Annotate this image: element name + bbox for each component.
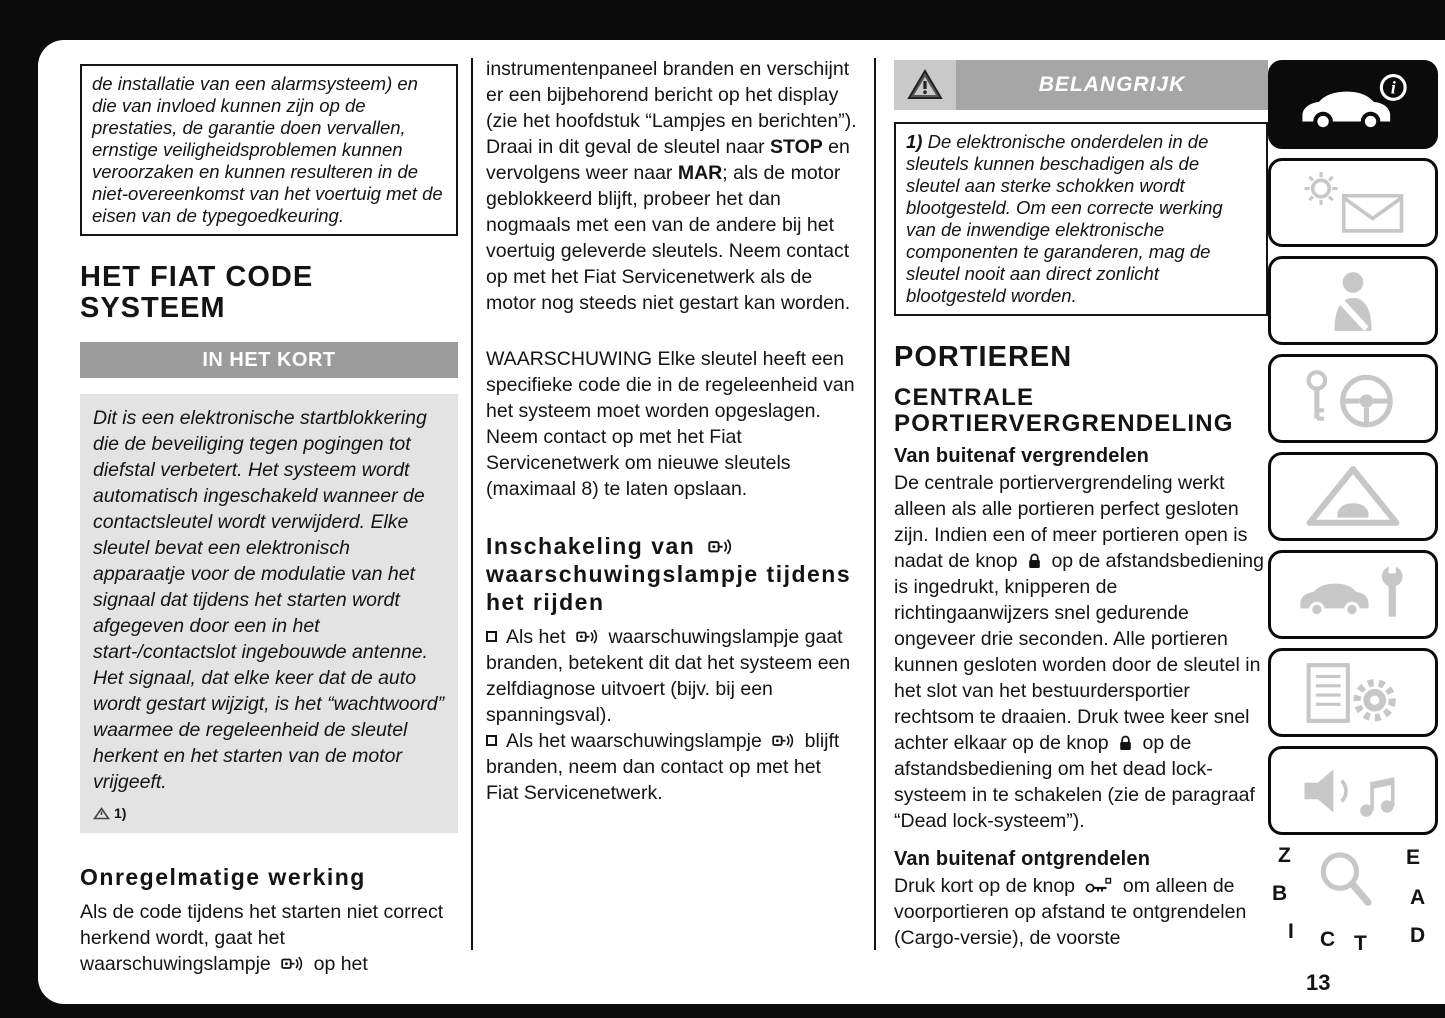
index-letter: C [1320,928,1336,951]
sidebar-tab-lights-messages[interactable] [1268,158,1438,247]
sidebar-tab-safety[interactable] [1268,256,1438,345]
unlock-remote-icon [1085,877,1112,894]
page-number: 13 [1306,970,1331,995]
lock-icon [1028,553,1041,569]
middle-column [486,56,858,806]
sidebar-tab-multimedia[interactable] [1268,746,1438,835]
irregular-operation-heading: Onregelmatige werking [80,864,366,890]
note-text: De elektronische onderdelen in de sleutels kunnen beschadigen als de sleutel aan sterke schokken wordt blootgesteld. Om een correcte werking van de inwendige elektronische componenten te garanderen, mag de sleutel nooit aan direct zonlicht blootgesteld worden. [906,131,1223,306]
code-warning-lamp-icon [708,537,732,556]
alarm-note-text: de installatie van een alarmsysteem) en die van invloed kunnen zijn op de prestaties, de garantie doen vervallen, ernstige veiligheidsproblemen kunnen veroorzaken en kunnen resulteren in de niet-overeenkomst van het voertuig met de eisen van de typegoedkeuring. [92,73,443,226]
sidebar-tab-maintenance[interactable] [1268,550,1438,639]
warning-triangle-icon [907,69,943,101]
sidebar-tab-index[interactable] [1268,844,1438,956]
fiat-code-title: HET FIAT CODE SYSTEEM [80,261,314,324]
paragraph: instrumentenpaneel branden en verschijnt er een bijbehorend bericht op het display (zie het hoofdstuk “Lampjes en berichten”). [486,58,857,132]
portieren-title: PORTIEREN [894,341,1073,373]
index-letter: I [1288,920,1294,943]
lock-outside-heading: Van buitenaf vergrendelen [894,445,1150,467]
column-divider [874,58,876,950]
in-het-kort-bar: IN HET KORT [80,342,458,378]
magnifier-icon [1286,846,1404,910]
chapter-sidebar [1268,60,1440,965]
paragraph-text: op het [313,953,368,975]
important-header-bar [894,60,1268,110]
seatbelt-person-icon [1294,269,1412,333]
code-warning-lamp-icon [281,955,303,972]
fiat-code-summary-box [80,394,458,833]
index-letter: A [1410,886,1426,909]
square-bullet-icon [486,631,497,642]
paragraph-text: Als de code tijdens het starten niet correct herkend wordt, gaat het waarschuwingslampje [80,901,444,975]
paragraph-text: Draai in dit geval de sleutel naar [486,136,770,158]
irregular-operation-paragraph [80,899,458,977]
index-letter: D [1410,924,1426,947]
lamp-activation-heading [486,532,858,616]
paragraph-text: blijft branden, neem dan contact op met het Fiat Servicenetwerk. [486,730,840,804]
footnote-row [93,800,445,826]
footnote-warning-icon [93,807,110,820]
sidebar-tab-technical-data[interactable] [1268,648,1438,737]
lock-icon [1119,735,1132,751]
note-number: 1) [906,131,923,152]
bullet-item [486,624,858,728]
warning-paragraph: WAARSCHUWING Elke sleutel heeft een specifieke code die in de regeleenheid van het systeem moet worden opgeslagen. Neem contact op met het Fiat Servicenetwerk om nieuwe sleutels (maximaal 8) te laten opslaan. [486,348,855,500]
paragraph [486,134,858,316]
index-letter: Z [1278,844,1291,867]
footnote-marker: 1) [114,805,127,821]
unlock-paragraph [894,873,1268,951]
code-warning-lamp-icon [576,628,598,645]
sidebar-tab-emergency[interactable] [1268,452,1438,541]
left-column [80,64,458,977]
square-bullet-icon [486,735,497,746]
svg-text:i: i [1390,77,1396,98]
bullet-item [486,728,858,806]
page-content [38,40,1445,1004]
right-column [894,60,1268,951]
warning-triangle-car-icon [1294,465,1412,529]
paragraph-text: en vervolgens weer naar [486,136,850,184]
paragraph-text: waarschuwingslampje gaat branden, betekent dit dat het systeem een zelfdiagnose uitvoert (bijv. bij een spanningsval). [486,626,851,726]
paragraph-text: Als het [506,626,566,648]
summary-text: Dit is een elektronische startblokkering die de beveiliging tegen pogingen tot diefstal verbetert. Het systeem wordt automatisch ingeschakeld wanneer de contactsleutel wordt verwijderd. Elke sleutel bevat een elektronisch apparaatje voor de modulatie van het signaal dat tijdens het starten wordt afgegeven door een in het start-/contactslot ingebouwde antenne. Het signaal, dat elke keer dat de auto wordt gestart wijzigt, is het “wachtwoord” waarmee de regeleenheid de sleutel herkent en het starten van de motor vrijgeeft. [93,407,445,793]
column-divider [471,58,473,950]
paragraph-text: ; als de motor geblokkeerd blijft, probeer het dan nogmaals met een van de andere bij het voertuig geleverde sleutels. Neem contact op met het Fiat Servicenetwerk als de motor nog steeds niet gestart kan worden. [486,162,851,314]
heading-text: Inschakeling van [486,533,696,559]
paragraph-text: De centrale portiervergrendeling werkt alleen als alle portieren perfect gesloten zijn. Indien een of meer portieren open is nadat de knop [894,472,1248,572]
sidebar-tab-vehicle-info[interactable] [1268,60,1438,149]
alarm-note-box [80,64,458,236]
paragraph-text: op de afstandsbediening is ingedrukt, knipperen de richtingaanwijzers snel gedurende ongeveer drie seconden. Alle portieren kunnen gesloten worden door de sleutel in het slot van het bestuurdersportier rechtsom te draaien. Druk twee keer snel achter elkaar op de knop [894,550,1264,754]
paragraph-text: Als het waarschuwingslampje [506,730,762,752]
heading-text: waarschuwingslampje tijdens het rijden [486,561,852,615]
mar-keyword: MAR [677,162,723,184]
speaker-music-note-icon [1294,759,1412,823]
lights-and-messages-icon [1294,171,1412,235]
lock-paragraph [894,470,1268,834]
car-wrench-icon [1294,563,1412,627]
index-letter: T [1354,932,1367,955]
central-locking-title: CENTRALE PORTIERVERGRENDELING [894,384,1234,437]
paragraph-text: op de afstandsbediening om het dead lock-systeem in te schakelen (zie de paragraaf “Dead lock-systeem”). [894,732,1255,832]
stop-keyword: STOP [770,136,823,158]
important-label: BELANGRIJK [956,60,1268,110]
key-care-note-box [894,122,1268,316]
index-letter: E [1406,846,1421,869]
list-gear-icon [1294,661,1412,725]
sidebar-tab-starting-driving[interactable] [1268,354,1438,443]
key-steering-wheel-icon [1294,367,1412,431]
paragraph-text: om alleen de voorportieren op afstand te ontgrendelen (Cargo-versie), de voorste [894,875,1247,949]
index-letter: B [1272,882,1288,905]
unlock-outside-heading: Van buitenaf ontgrendelen [894,848,1151,870]
code-warning-lamp-icon [772,732,794,749]
car-info-icon [1294,73,1412,137]
important-icon-cell [894,60,956,110]
paragraph-text: Druk kort op de knop [894,875,1076,897]
